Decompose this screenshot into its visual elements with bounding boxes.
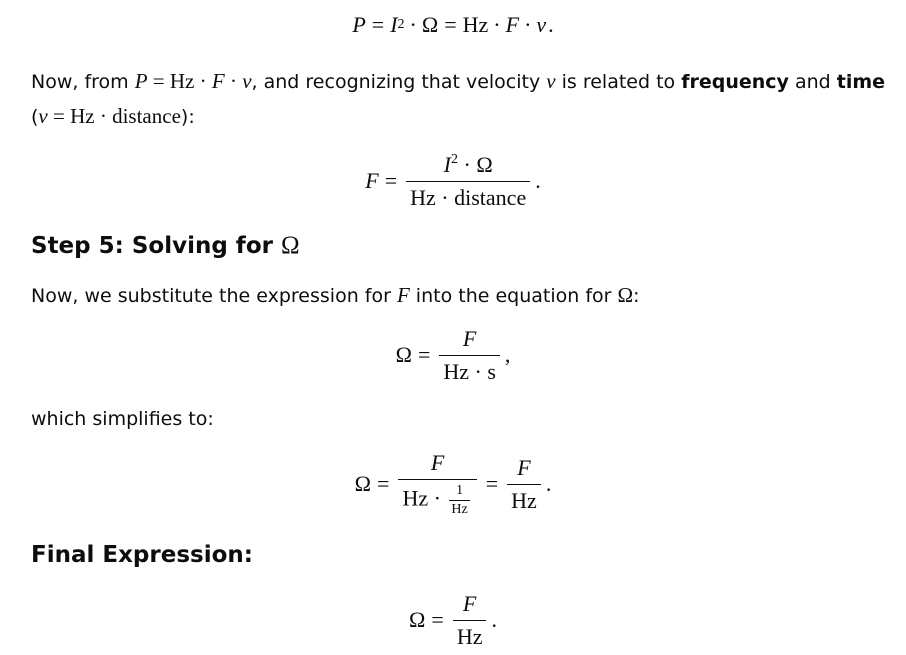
math-operator: = <box>371 12 385 37</box>
math-symbol: v <box>242 69 252 93</box>
math-operator: = <box>384 168 398 193</box>
math-punctuation: . <box>535 168 541 193</box>
math-symbol: Ω <box>617 283 634 307</box>
heading-text: Step 5: Solving for <box>31 233 281 259</box>
math-symbol: Ω <box>395 342 412 367</box>
math-symbol: Ω <box>354 471 372 496</box>
math-fraction <box>507 455 541 513</box>
math-symbol: P <box>352 12 366 37</box>
math-symbol: Ω <box>409 607 426 632</box>
math-symbol: Hz <box>70 104 95 128</box>
math-operator: · <box>229 69 237 93</box>
math-operator: = <box>431 607 444 632</box>
math-symbol: distance <box>454 184 527 210</box>
math-fraction-small <box>449 483 469 518</box>
math-symbol: Ω <box>280 232 300 259</box>
math-fraction <box>398 450 476 517</box>
math-operator: · <box>441 184 449 210</box>
math-operator: · <box>474 358 482 384</box>
math-operator: = <box>417 342 431 367</box>
section-heading-step5 <box>31 231 300 261</box>
fraction-numerator: F <box>462 326 477 352</box>
math-symbol: Hz <box>410 184 436 210</box>
bold-term: time <box>836 71 886 93</box>
paragraph-text: and <box>788 71 837 93</box>
math-operator: · <box>409 12 417 37</box>
math-operator: · <box>199 69 207 93</box>
fraction-denominator <box>398 479 476 518</box>
math-symbol: v <box>536 12 547 37</box>
fraction-numerator: F <box>462 591 477 617</box>
equation-final <box>0 590 906 650</box>
paragraph-intro <box>31 64 898 134</box>
math-symbol: Hz <box>462 12 489 37</box>
paragraph-simplifies <box>31 402 898 436</box>
paragraph-text: is related to <box>555 71 682 93</box>
math-fraction <box>406 152 530 210</box>
math-operator: = <box>444 12 457 37</box>
math-symbol: Ω <box>421 12 439 37</box>
math-symbol: s <box>487 358 496 384</box>
fraction-denominator <box>406 181 530 210</box>
math-operator: = <box>53 104 65 128</box>
math-symbol: F <box>505 12 520 37</box>
math-punctuation: . <box>548 12 554 37</box>
math-operator: · <box>493 12 501 37</box>
equation-omega-simplified <box>0 450 906 518</box>
paragraph-text: which simplifies to: <box>31 408 214 430</box>
paragraph-text: ( <box>31 106 39 128</box>
equation-power: P = I 2 · Ω = Hz · F · v . <box>352 12 554 37</box>
math-fraction <box>453 591 487 649</box>
equation-force <box>0 150 906 212</box>
math-symbol: F <box>396 283 410 307</box>
math-symbol: Ω <box>476 152 493 178</box>
math-operator: = <box>485 471 499 496</box>
paragraph-text: into the equation for <box>409 285 618 307</box>
math-punctuation: . <box>545 471 552 496</box>
math-symbol: I <box>390 12 398 37</box>
math-symbol: P <box>134 69 148 93</box>
math-symbol: Hz <box>443 358 470 384</box>
bold-term: frequency <box>681 71 789 93</box>
math-operator: · <box>99 104 107 128</box>
fraction-denominator: Hz <box>451 501 468 517</box>
section-heading-final <box>31 540 253 570</box>
fraction-numerator: F <box>517 455 531 481</box>
paragraph-substitute <box>31 278 898 313</box>
paragraph-text: : <box>633 285 640 307</box>
math-symbol: v <box>38 104 48 128</box>
paragraph-text: Now, we substitute the expression for <box>31 285 397 307</box>
math-operator: · <box>433 485 441 511</box>
fraction-numerator: 1 <box>456 482 464 498</box>
math-operator: · <box>463 152 471 178</box>
math-operator: = <box>377 471 390 496</box>
fraction-denominator: Hz <box>453 620 487 649</box>
equation-omega-substituted <box>0 325 906 385</box>
math-punctuation: , <box>504 342 511 367</box>
math-symbol: Hz <box>169 69 195 93</box>
math-symbol: F <box>365 168 379 193</box>
paragraph-text: Now, from <box>31 71 135 93</box>
math-operator: = <box>152 69 165 93</box>
math-symbol: Hz <box>402 485 429 511</box>
math-fraction <box>439 326 500 384</box>
math-symbol: distance <box>112 104 181 128</box>
math-exponent: 2 <box>451 152 458 168</box>
fraction-numerator: F <box>430 450 445 476</box>
fraction-denominator <box>439 355 500 384</box>
math-punctuation: . <box>491 607 497 632</box>
math-symbol: v <box>546 69 556 93</box>
math-symbol: F <box>211 69 225 93</box>
fraction-numerator <box>440 152 497 180</box>
paragraph-text: ): <box>180 106 195 128</box>
fraction-denominator: Hz <box>507 484 541 513</box>
heading-text: Final Expression: <box>31 542 253 568</box>
paragraph-text: , and recognizing that velocity <box>251 71 547 93</box>
math-operator: · <box>524 12 532 37</box>
math-symbol: I <box>443 152 451 178</box>
